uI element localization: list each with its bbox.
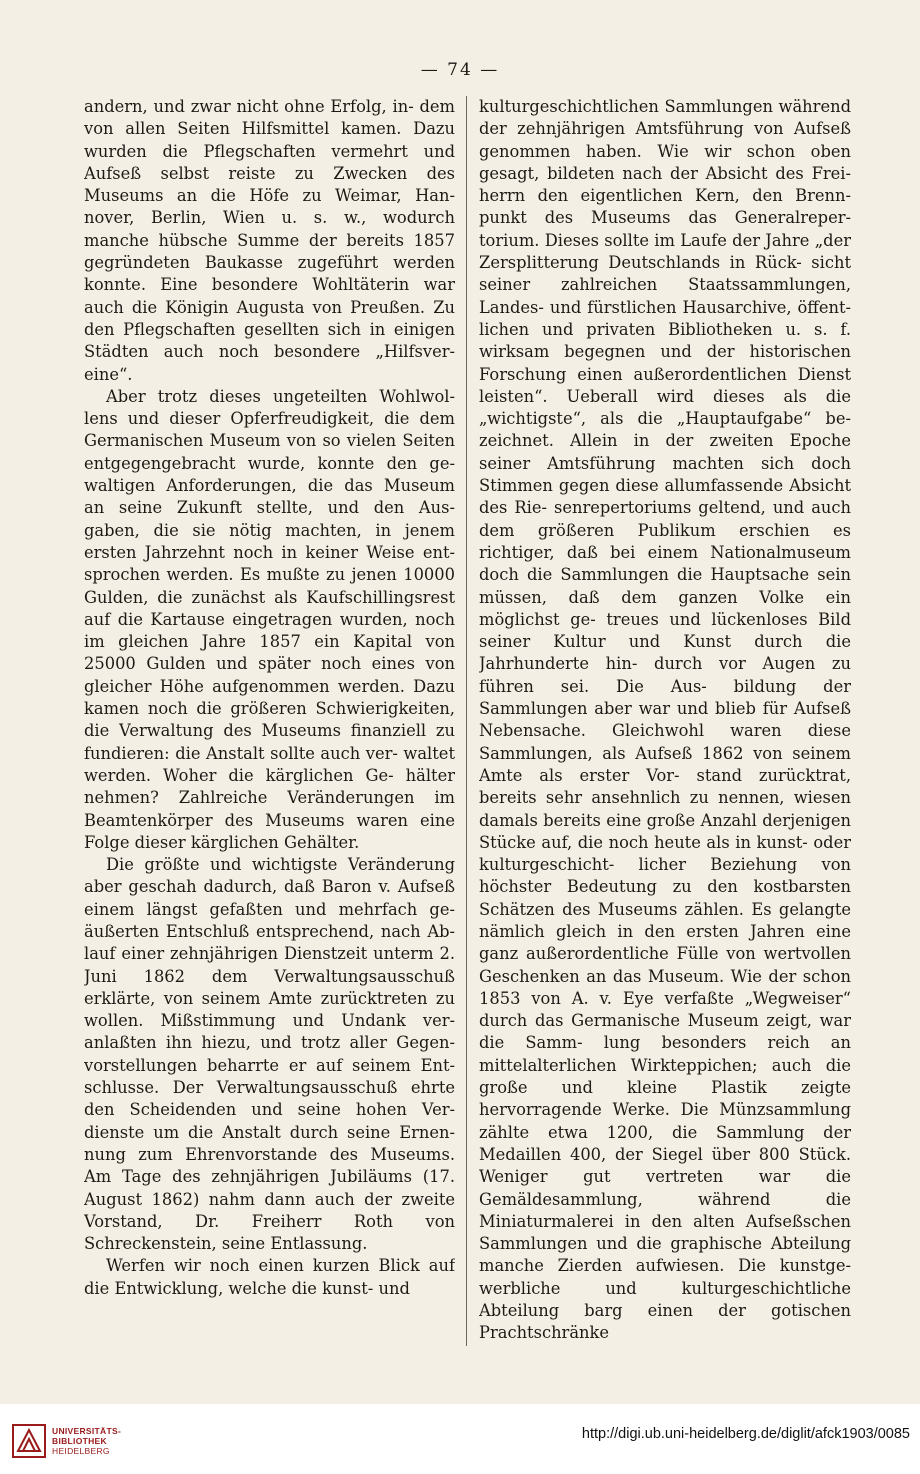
paragraph: Aber trotz dieses ungeteilten Wohlwol- lens und dieser Opferfreudigkeit, die dem Germanischen Museum von so vielen Seiten entgegengebracht wurde, konnte den ge- waltigen Anforderungen, die das Museum an seine Zukunft stellte, und den Aus- gaben, die sie nötig machten, in jenem ersten Jahrzehnt noch in keiner Weise ent- sprochen werden. Es mußte zu jenen 10000 Gulden, die zunächst als Kaufschillingsrest auf die Kartause eingetragen wurden, noch im gleichen Jahre 1857 ein Kapital von 25000 Gulden und später noch eines von gleicher Höhe aufgenommen werden. Dazu kamen noch die größeren Schwierigkeiten, die Verwaltung des Museums finanziell zu fundieren: die Anstalt sollte auch ver- waltet werden. Woher die kärglichen Ge- hälter nehmen? Zahlreiche Veränderungen im Beamtenkörper des Museums waren eine Folge dieser kärglichen Gehälter. xyxy=(84,386,455,852)
column-divider xyxy=(466,96,467,1346)
paragraph: Die größte und wichtigste Veränderung aber geschah dadurch, daß Baron v. Aufseß einem längst gefaßten und mehrfach ge- äußerten Entschluß entsprechend, nach Ab- lauf einer zehnjährigen Dienstzeit unterm 2. Juni 1862 dem Verwaltungsausschuß erklärte, von seinem Amte zurücktreten zu wollen. Mißstimmung und Undank ver- anlaßten ihn hiezu, und trotz aller Gegen- vorstellungen beharrte er auf seinem Ent- schlusse. Der Verwaltungsausschuß ehrte den Scheidenden und seine hohen Ver- dienste um die Anstalt durch seine Ernen- nung zum Ehrenvorstande des Museums. Am Tage des zehnjährigen Jubiläums (17. August 1862) nahm dann auch der zweite Vorstand, Dr. Freiherr Roth von Schreckenstein, seine Entlassung. xyxy=(84,855,455,1254)
library-logo xyxy=(12,1424,252,1460)
paragraph: kulturgeschichtlichen Sammlungen während der zehnjährigen Amtsführung von Aufseß genommen haben. Wie wir schon oben gesagt, bildeten nach der Absicht des Frei- herrn den eigentlichen Kern, den Brenn- punkt des Museums das Generalreper- torium. Dieses sollte im Laufe der Jahre „der Zersplitterung Deutschlands in Rück- sicht seiner zahlreichen Staatssammlungen, Landes- und fürstlichen Hausarchive, öffent- lichen und privaten Bibliotheken u. s. f. wirksam begegnen und der historischen Forschung einen außerordentlichen Dienst leisten“. Ueberall wird dieses als die „wichtigste“, als die „Hauptaufgabe“ be- zeichnet. Allein in der zweiten Epoche seiner Amtsführung machten sich doch Stimmen gegen diese allumfassende Absicht des Rie- senrepertoriums geltend, und auch dem größeren Publikum erschien es richtiger, daß bei einem Nationalmuseum doch die Sammlungen die Hauptsache sein müssen, daß dem ganzen Volke ein möglichst ge- treues und lückenloses Bild seiner Kultur und Kunst durch die Jahrhunderte hin- durch vor Augen zu führen sei. Die Aus- bildung der Sammlungen aber war und blieb für Aufseß Nebensache. Gleichwohl waren diese Sammlungen, als Aufseß 1862 von seinem Amte als erster Vor- stand zurücktrat, bereits sehr ansehnlich zu nennen, wiesen damals bereits eine große Anzahl derjenigen Stücke auf, die noch heute als in kunst- oder kulturgeschicht- licher Beziehung von höchster Bedeutung zu den kostbarsten Schätzen des Museums zählen. Es gelangte nämlich gleich in den ersten Jahren eine ganz außerordentliche Fülle von wertvollen Geschenken an das Museum. Wie der schon 1853 von A. v. Eye verfaßte „Wegweiser“ durch das Germanische Museum zeigt, war die Samm- lung besonders reich an mittelalterlichen Wirkteppichen; auch die große und kleine Plastik zeigte hervorragende Werke. Die Münzsammlung zählte etwa 1200, die Sammlung der Medaillen 400, der Siegel über 800 Stück. Weniger gut vertreten war die Gemäldesammlung, während die Miniaturmalerei in den alten Aufseßschen Sammlungen und die graphische Abteilung manche Zierden aufwiesen. Die kunstge- werbliche und kulturgeschichtliche Abteilung barg einen der gotischen Prachtschränke xyxy=(479,97,851,1343)
library-name-line: HEIDELBERG xyxy=(52,1446,110,1456)
library-name-line: BIBLIOTHEK xyxy=(52,1436,107,1446)
paragraph: Werfen wir noch einen kurzen Blick auf die Entwicklung, welche die kunst- und xyxy=(84,1256,455,1298)
library-seal-icon xyxy=(12,1424,46,1458)
left-text-column xyxy=(84,96,455,1356)
library-name-line: UNIVERSITÄTS- xyxy=(52,1426,122,1436)
page-number: — 74 — xyxy=(420,60,500,80)
paragraph: andern, und zwar nicht ohne Erfolg, in- dem von allen Seiten Hilfsmittel kamen. Dazu wurden die Pflegschaften vermehrt und Aufseß selbst reiste zu Zwecken des Museums an die Höfe zu Weimar, Han- nover, Berlin, Wien u. s. w., wodurch manche hübsche Summe der bereits 1857 gegründeten Baukasse zugeführt werden konnte. Eine besondere Wohltäterin war auch die Königin Augusta von Preußen. Zu den Pflegschaften gesellten sich in einigen Städten auch noch besondere „Hilfsver- eine“. xyxy=(84,97,455,384)
source-url-link[interactable]: http://digi.ub.uni-heidelberg.de/diglit/afck1903/0085 xyxy=(581,1426,910,1442)
library-name xyxy=(52,1426,121,1456)
digitization-footer xyxy=(0,1404,920,1474)
right-text-column xyxy=(479,96,851,1356)
